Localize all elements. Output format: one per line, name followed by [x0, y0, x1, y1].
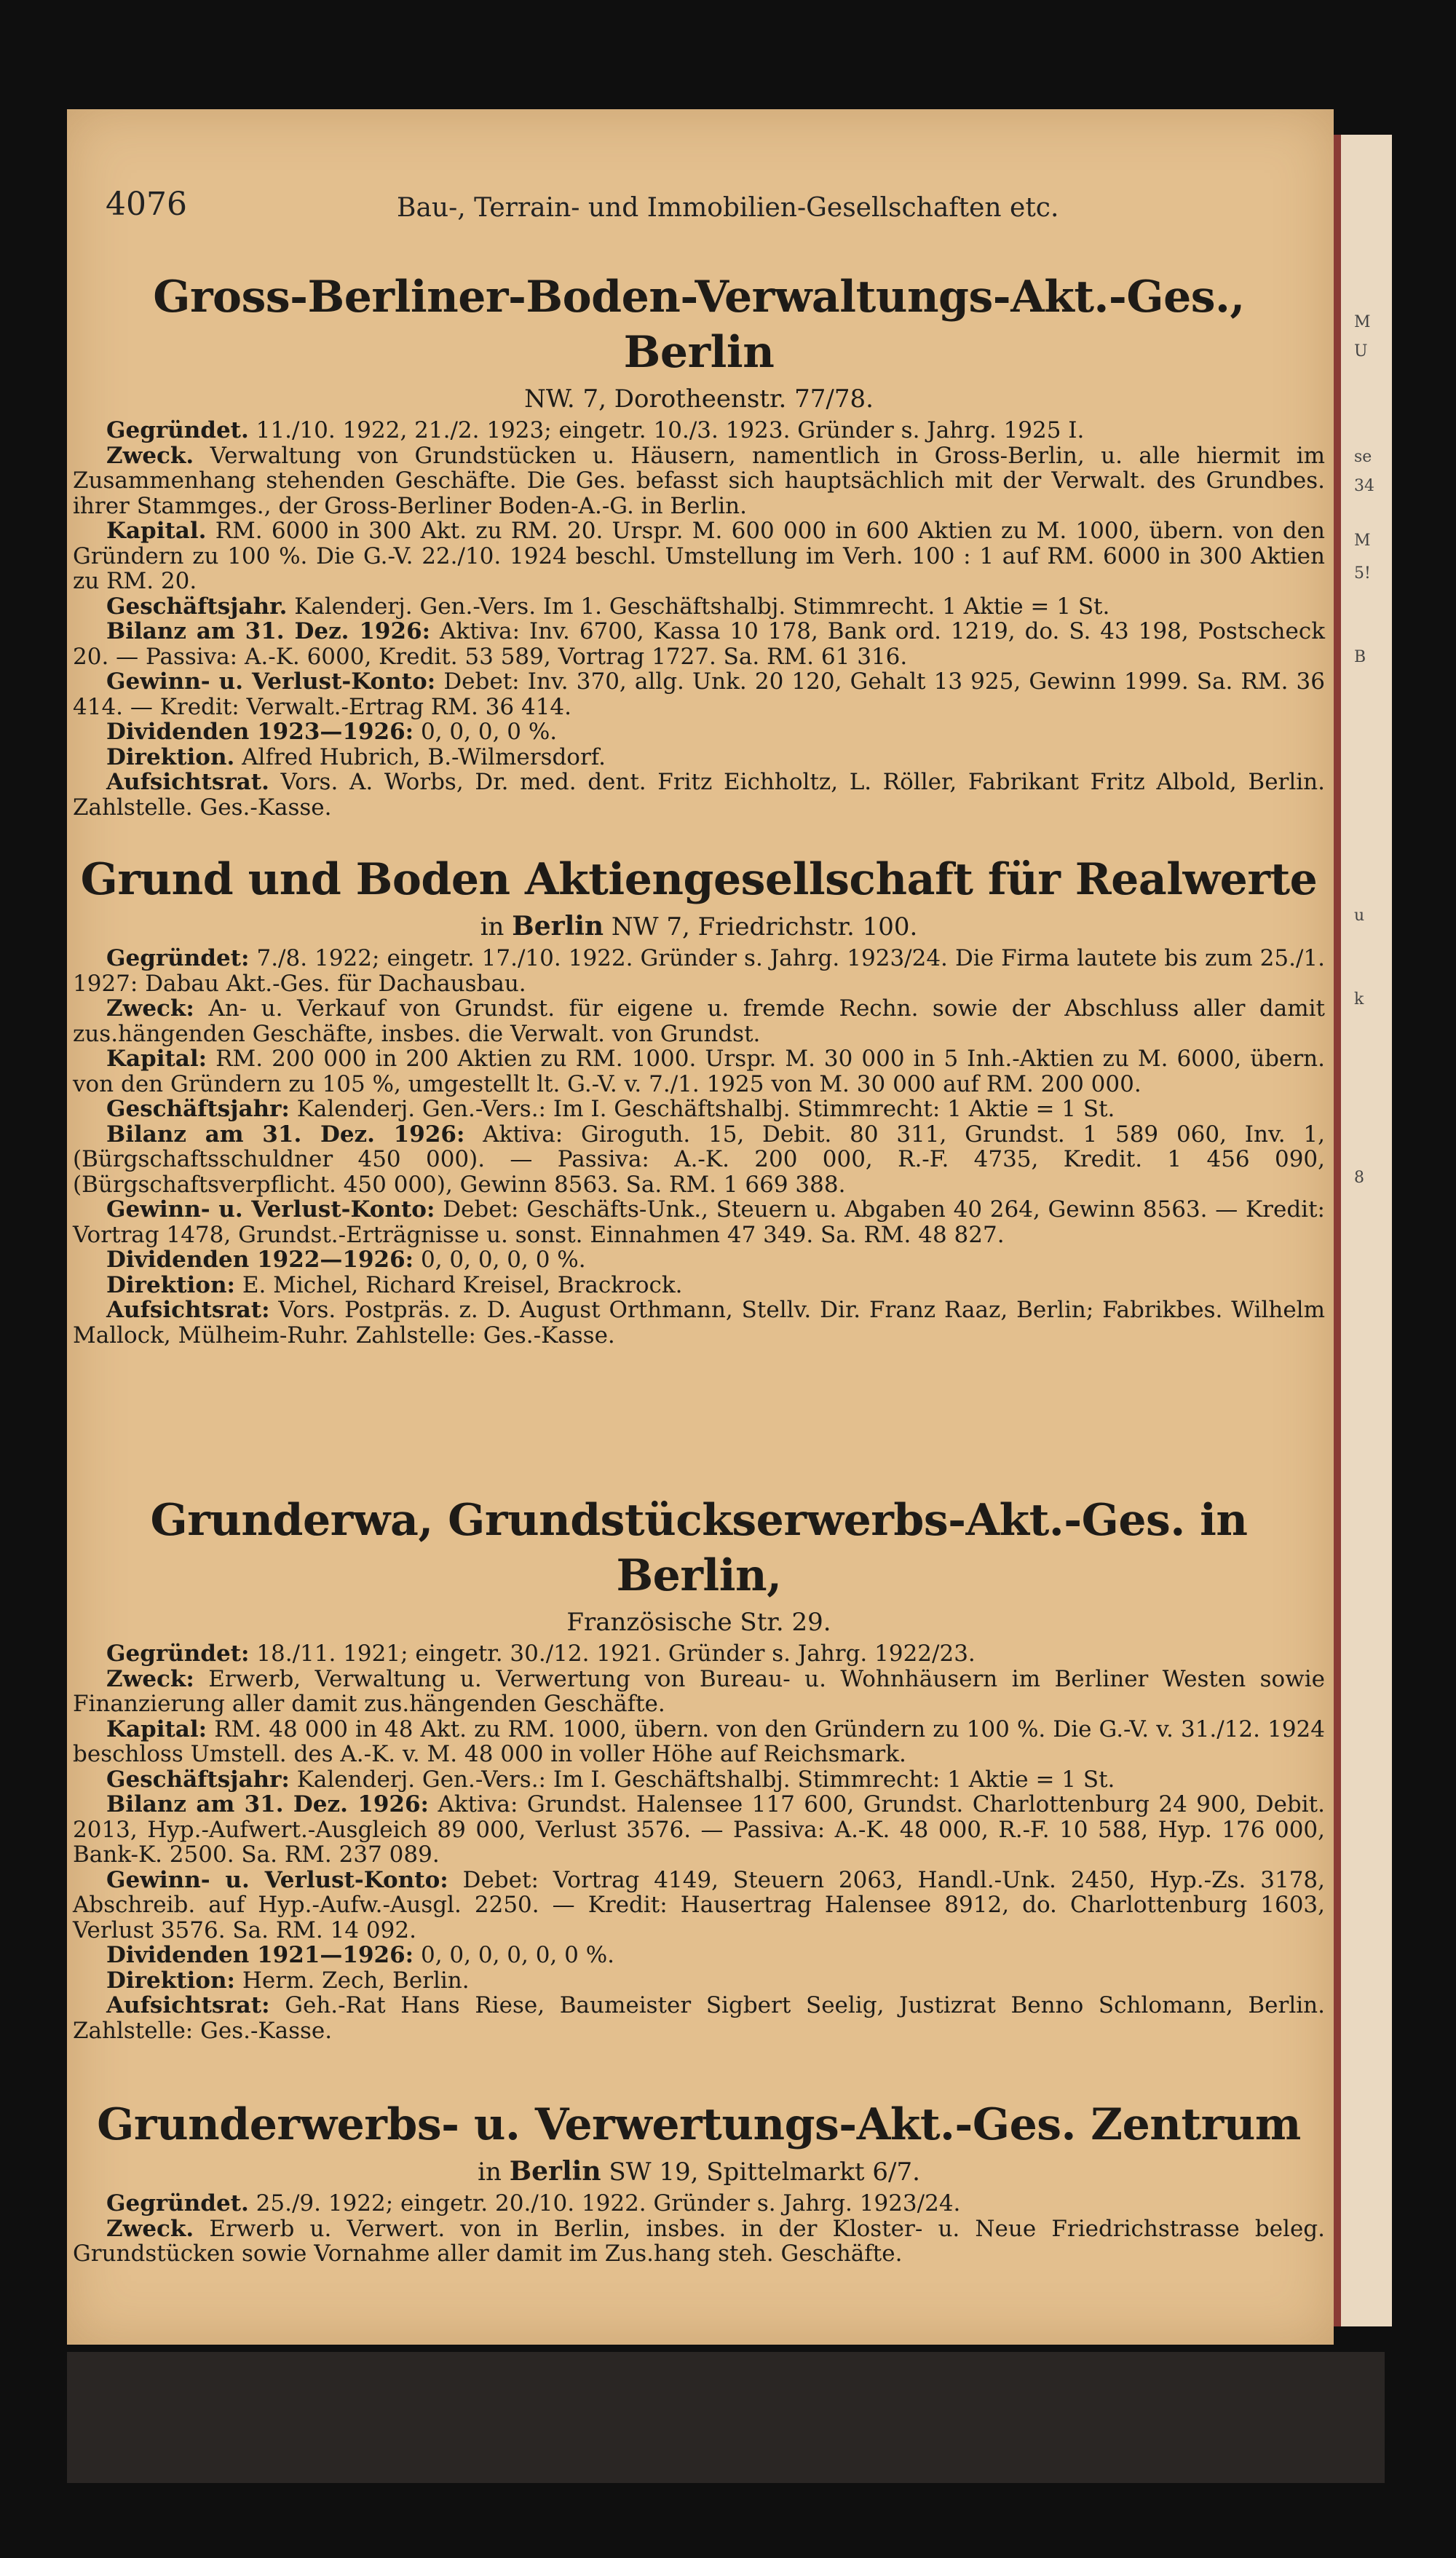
field-dividends: Dividenden 1923—1926: 0, 0, 0, 0 %.	[106, 719, 558, 745]
field-purpose: Zweck: An- u. Verkauf von Grundst. für eigene u. fremde Rechn. sowie der Abschluss aller damit zus.hängenden Geschäfte, insbes. die Verwalt. von Grundst.	[73, 995, 1325, 1047]
field-dividends: Dividenden 1921—1926: 0, 0, 0, 0, 0, 0 %.	[106, 1942, 615, 1968]
edge-letter: M	[1354, 532, 1371, 550]
edge-letter: B	[1354, 648, 1366, 666]
company-address: NW. 7, Dorotheenstr. 77/78.	[524, 384, 874, 414]
field-profit-loss: Gewinn- u. Verlust-Konto: Debet: Vortrag 4149, Steuern 2063, Handl.-Unk. 2450, Hyp.-Zs. 3178, Abschreib. auf Hyp.-Aufw.-Ausgl. 2250. — Kredit: Hausertrag Halensee 8912, do. Charlottenburg 1603, Verlust 3576. Sa. RM. 14 092.	[73, 1866, 1325, 1943]
field-profit-loss: Gewinn- u. Verlust-Konto: Debet: Geschäfts-Unk., Steuern u. Abgaben 40 264, Gewinn 8563. — Kredit: Vortrag 1478, Grundst.-Erträgnisse u. sonst. Einnahmen 47 349. Sa. RM. 48 827.	[73, 1196, 1325, 1248]
field-balance: Bilanz am 31. Dez. 1926: Aktiva: Grundst. Halensee 117 600, Grundst. Charlottenburg 24 900, Debit. 2013, Hyp.-Aufwert.-Ausgleich 89 000, Verlust 3576. — Passiva: A.-K. 48 000, R.-F. 10 588, Hyp. 176 000, Bank-K. 2500. Sa. RM. 237 089.	[73, 1791, 1325, 1868]
edge-letter: 34	[1354, 477, 1374, 495]
field-capital: Kapital: RM. 200 000 in 200 Aktien zu RM. 1000. Urspr. M. 30 000 in 5 Inh.-Aktien zu M. 6000, übern. von den Gründern zu 105 %, umgestellt lt. G.-V. v. 7./1. 1925 von M. 30 000 auf RM. 200 000.	[73, 1046, 1325, 1097]
field-balance: Bilanz am 31. Dez. 1926: Aktiva: Inv. 6700, Kassa 10 178, Bank ord. 1219, do. S. 43 198, Postscheck 20. — Passiva: A.-K. 6000, Kredit. 53 589, Vortrag 1727. Sa. RM. 61 316.	[73, 618, 1326, 670]
field-fiscal-year: Geschäftsjahr: Kalenderj. Gen.-Vers.: Im I. Geschäftshalbj. Stimmrecht: 1 Aktie = 1 St.	[106, 1096, 1115, 1122]
field-management: Direktion. Alfred Hubrich, B.-Wilmersdorf.	[106, 743, 606, 770]
field-management: Direktion: E. Michel, Richard Kreisel, Brackrock.	[106, 1271, 683, 1298]
company-title: Gross-Berliner-Boden-Verwaltungs-Akt.-Ges., Berlin	[153, 272, 1245, 378]
page-header	[106, 186, 1321, 229]
company-entry	[73, 269, 1325, 820]
company-title: Grunderwerbs- u. Verwertungs-Akt.-Ges. Zentrum	[97, 2099, 1301, 2150]
running-head: Bau-, Terrain- und Immobilien-Gesellschaften etc.	[397, 193, 1059, 223]
field-supervisory-board: Aufsichtsrat: Geh.-Rat Hans Riese, Baumeister Sigbert Seelig, Justizrat Benno Schlomann, Berlin. Zahlstelle: Ges.-Kasse.	[73, 1992, 1325, 2044]
field-supervisory-board: Aufsichtsrat: Vors. Postpräs. z. D. August Orthmann, Stellv. Dir. Franz Raaz, Berlin; Fabrikbes. Wilhelm Mallock, Mülheim-Ruhr. Zahlstelle: Ges.-Kasse.	[73, 1297, 1325, 1349]
company-address: Französische Str. 29.	[566, 1608, 831, 1637]
company-entry	[73, 1493, 1325, 2043]
adjacent-page-edge	[1334, 135, 1392, 2326]
company-entry	[73, 2097, 1325, 2267]
entry-fields	[73, 2191, 1325, 2267]
field-management: Direktion: Herm. Zech, Berlin.	[106, 1967, 470, 1994]
company-title: Grund und Boden Aktiengesellschaft für Realwerte	[80, 854, 1318, 905]
company-title: Grunderwa, Grundstückserwerbs-Akt.-Ges. in Berlin,	[150, 1495, 1248, 1601]
field-dividends: Dividenden 1922—1926: 0, 0, 0, 0, 0 %.	[106, 1247, 586, 1273]
field-fiscal-year: Geschäftsjahr: Kalenderj. Gen.-Vers.: Im I. Geschäftshalbj. Stimmrecht: 1 Aktie = 1 St.	[106, 1766, 1115, 1793]
field-purpose: Zweck. Erwerb u. Verwert. von in Berlin, insbes. in der Kloster- u. Neue Friedrichstrasse beleg. Grundstücken sowie Vornahme aller damit im Zus.hang steh. Geschäfte.	[73, 2215, 1325, 2267]
entry-fields	[73, 1641, 1325, 2043]
edge-letter: u	[1354, 907, 1365, 925]
page-number: 4076	[106, 186, 187, 223]
entry-fields	[73, 418, 1325, 820]
company-entry	[73, 852, 1325, 1348]
company-address: in Berlin SW 19, Spittelmarkt 6/7.	[478, 2156, 920, 2187]
edge-letter: k	[1354, 990, 1364, 1008]
field-capital: Kapital. RM. 6000 in 300 Akt. zu RM. 20. Urspr. M. 600 000 in 600 Aktien zu M. 1000, übern. von den Gründern zu 100 %. Die G.-V. 22./10. 1924 beschl. Umstellung im Verh. 100 : 1 auf RM. 6000 in 300 Aktien zu RM. 20.	[73, 518, 1325, 594]
field-profit-loss: Gewinn- u. Verlust-Konto: Debet: Inv. 370, allg. Unk. 20 120, Gehalt 13 925, Gewinn 1999. Sa. RM. 36 414. — Kredit: Verwalt.-Ertrag RM. 36 414.	[73, 668, 1325, 720]
field-founded: Gegründet. 25./9. 1922; eingetr. 20./10. 1922. Gründer s. Jahrg. 1923/24.	[106, 2190, 961, 2216]
edge-letter: se	[1354, 448, 1372, 466]
edge-letter: 5!	[1354, 564, 1371, 583]
field-founded: Gegründet: 7./8. 1922; eingetr. 17./10. 1922. Gründer s. Jahrg. 1923/24. Die Firma lautete bis zum 25./1. 1927: Dabau Akt.-Ges. für Dachausbau.	[73, 945, 1325, 997]
company-address: in Berlin NW 7, Friedrichstr. 100.	[480, 911, 918, 942]
scan-background-bottom	[67, 2352, 1385, 2483]
entry-fields	[73, 946, 1325, 1348]
field-founded: Gegründet: 18./11. 1921; eingetr. 30./12. 1921. Gründer s. Jahrg. 1922/23.	[106, 1641, 976, 1667]
field-purpose: Zweck: Erwerb, Verwaltung u. Verwertung von Bureau- u. Wohnhäusern im Berliner Westen sowie Finanzierung aller damit zus.hängenden Geschäfte.	[73, 1665, 1325, 1717]
edge-letter: 8	[1354, 1169, 1364, 1187]
edge-letter: U	[1354, 342, 1368, 360]
field-fiscal-year: Geschäftsjahr. Kalenderj. Gen.-Vers. Im 1. Geschäftshalbj. Stimmrecht. 1 Aktie = 1 St.	[106, 593, 1110, 620]
field-supervisory-board: Aufsichtsrat. Vors. A. Worbs, Dr. med. dent. Fritz Eichholtz, L. Röller, Fabrikant Fritz Albold, Berlin. Zahlstelle. Ges.-Kasse.	[73, 769, 1326, 821]
field-capital: Kapital: RM. 48 000 in 48 Akt. zu RM. 1000, übern. von den Gründern zu 100 %. Die G.-V. v. 31./12. 1924 beschloss Umstell. des A.-K. v. M. 48 000 in voller Höhe auf Reichsmark.	[73, 1716, 1325, 1767]
edge-letter: M	[1354, 313, 1371, 331]
field-founded: Gegründet. 11./10. 1922, 21./2. 1923; eingetr. 10./3. 1923. Gründer s. Jahrg. 1925 I.	[106, 417, 1085, 443]
field-purpose: Zweck. Verwaltung von Grundstücken u. Häusern, namentlich in Gross-Berlin, u. alle hiermit im Zusammenhang stehenden Geschäfte. Die Ges. befasst sich hauptsächlich mit der Verwalt. des Grundbes. ihrer Stammges., der Gross-Berliner Boden-A.-G. in Berlin.	[73, 442, 1326, 519]
field-balance: Bilanz am 31. Dez. 1926: Aktiva: Giroguth. 15, Debit. 80 311, Grundst. 1 589 060, Inv. 1, (Bürgschaftsschuldner 450 000). — Passiva: A.-K. 200 000, R.-F. 4735, Kredit. 1 456 090, (Bürgschaftsverpflicht. 450 000), Gewinn 8563. Sa. RM. 1 669 388.	[73, 1121, 1325, 1198]
